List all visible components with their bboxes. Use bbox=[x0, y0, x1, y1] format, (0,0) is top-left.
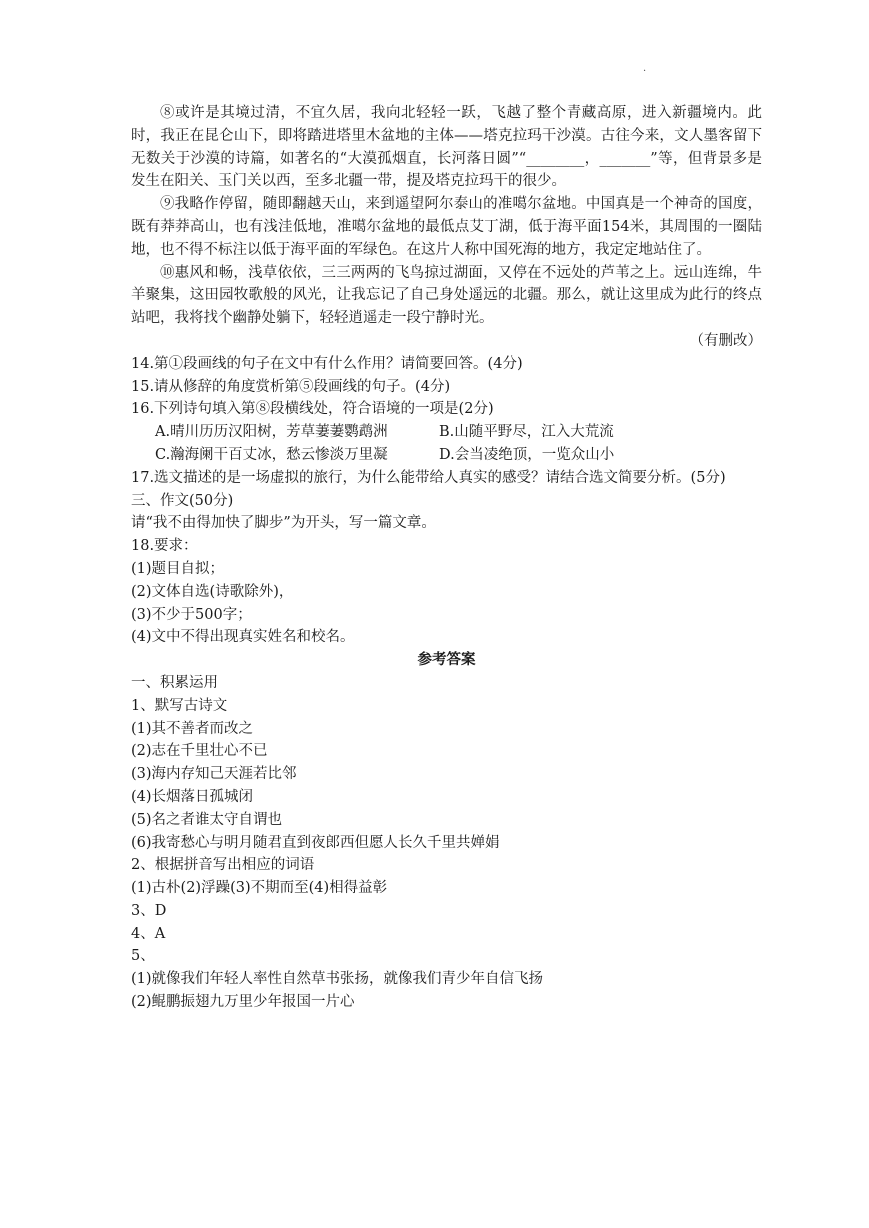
question-16-options-row-1 bbox=[131, 421, 762, 444]
question-17: 17.选文描述的是一场虚拟的旅行，为什么能带给人真实的感受？请结合选文简要分析。(5分) bbox=[131, 469, 726, 486]
passage-continuation bbox=[131, 102, 762, 1014]
option-c: C.瀚海阑干百丈冰，愁云惨淡万里凝 bbox=[155, 446, 388, 463]
answer-line: (4)长烟落日孤城闭 bbox=[131, 788, 254, 805]
answer-line: (1)古朴(2)浮躁(3)不期而至(4)相得益彰 bbox=[131, 880, 388, 897]
option-b: B.山随平野尽，江入大荒流 bbox=[439, 424, 614, 441]
answer-line: 3、D bbox=[131, 902, 167, 919]
answer-line: 2、根据拼音写出相应的词语 bbox=[131, 857, 315, 874]
answer-line: (1)就像我们年轻人率性自然草书张扬，就像我们青少年自信飞扬 bbox=[131, 971, 544, 988]
option-a: A.晴川历历汉阳树，芳草萋萋鹦鹉洲 bbox=[155, 424, 388, 441]
question-14: 14.第①段画线的句子在文中有什么作用？请简要回答。(4分) bbox=[131, 355, 523, 372]
question-18: 18.要求： bbox=[131, 538, 198, 555]
answers-title: 参考答案 bbox=[417, 651, 476, 669]
writing-prompt: 请“我不由得加快了脚步”为开头，写一篇文章。 bbox=[131, 515, 436, 532]
answer-line: (1)其不善者而改之 bbox=[131, 720, 254, 737]
requirement-4: (4)文中不得出现真实姓名和校名。 bbox=[131, 629, 355, 646]
abridged-note: （有删改） bbox=[689, 332, 762, 349]
requirement-1: (1)题目自拟； bbox=[131, 560, 225, 577]
option-d: D.会当凌绝顶，一览众山小 bbox=[439, 446, 615, 463]
page-mark: · bbox=[643, 66, 647, 77]
paragraph-9: ⑨我略作停留，随即翻越天山，来到遥望阿尔泰山的准噶尔盆地。中国真是一个神奇的国度，既有莽莽高山，也有浅洼低地，准噶尔盆地的最低点艾丁湖，低于海平面154米，其周围的一圈陆地，也不得不标注以低于海平面的军绿色。在这片人称中国死海的地方，我定定地站住了。 bbox=[131, 196, 762, 258]
answer-line: 4、A bbox=[131, 925, 166, 942]
answer-line: 一、积累运用 bbox=[131, 674, 218, 691]
writing-heading: 三、作文(50分) bbox=[131, 492, 234, 509]
answers-list bbox=[131, 672, 762, 1014]
question-16: 16.下列诗句填入第⑧段横线处，符合语境的一项是(2分) bbox=[131, 401, 494, 418]
answer-line: (5)名之者谁太守自谓也 bbox=[131, 811, 283, 828]
requirement-3: (3)不少于500字； bbox=[131, 606, 252, 623]
answer-line: 5、 bbox=[131, 948, 155, 965]
paragraph-8: ⑧或许是其境过清，不宜久居，我向北轻轻一跃，飞越了整个青藏高原，进入新疆境内。此时，我正在昆仑山下，即将踏进塔里木盆地的主体——塔克拉玛干沙漠。古往今来，文人墨客留下无数关于沙漠的诗篇，如著名的“大漠孤烟直，长河落日圆”“________，_______”等，但背景多是发生在阳关、玉门关以西，至多北疆一带，提及塔克拉玛干的很少。 bbox=[131, 105, 762, 190]
answer-line: (3)海内存知己天涯若比邻 bbox=[131, 766, 297, 783]
requirement-2: (2)文体自选(诗歌除外)， bbox=[131, 583, 294, 600]
answer-line: 1、默写古诗文 bbox=[131, 697, 228, 714]
answer-line: (2)志在千里壮心不已 bbox=[131, 743, 268, 760]
question-16-options-row-2 bbox=[131, 444, 762, 467]
paragraph-10: ⑩惠风和畅，浅草依依，三三两两的飞鸟掠过湖面，又停在不远处的芦苇之上。远山连绵，牛羊聚集，这田园牧歌般的风光，让我忘记了自己身处遥远的北疆。那么，就让这里成为此行的终点站吧，我将找个幽静处躺下，轻轻逍遥走一段宁静时光。 bbox=[131, 264, 762, 327]
question-15: 15.请从修辞的角度赏析第⑤段画线的句子。(4分) bbox=[131, 378, 451, 395]
answer-line: (6)我寄愁心与明月随君直到夜郎西但愿人长久千里共婵娟 bbox=[131, 834, 500, 851]
answer-line: (2)鲲鹏振翅九万里少年报国一片心 bbox=[131, 994, 355, 1011]
